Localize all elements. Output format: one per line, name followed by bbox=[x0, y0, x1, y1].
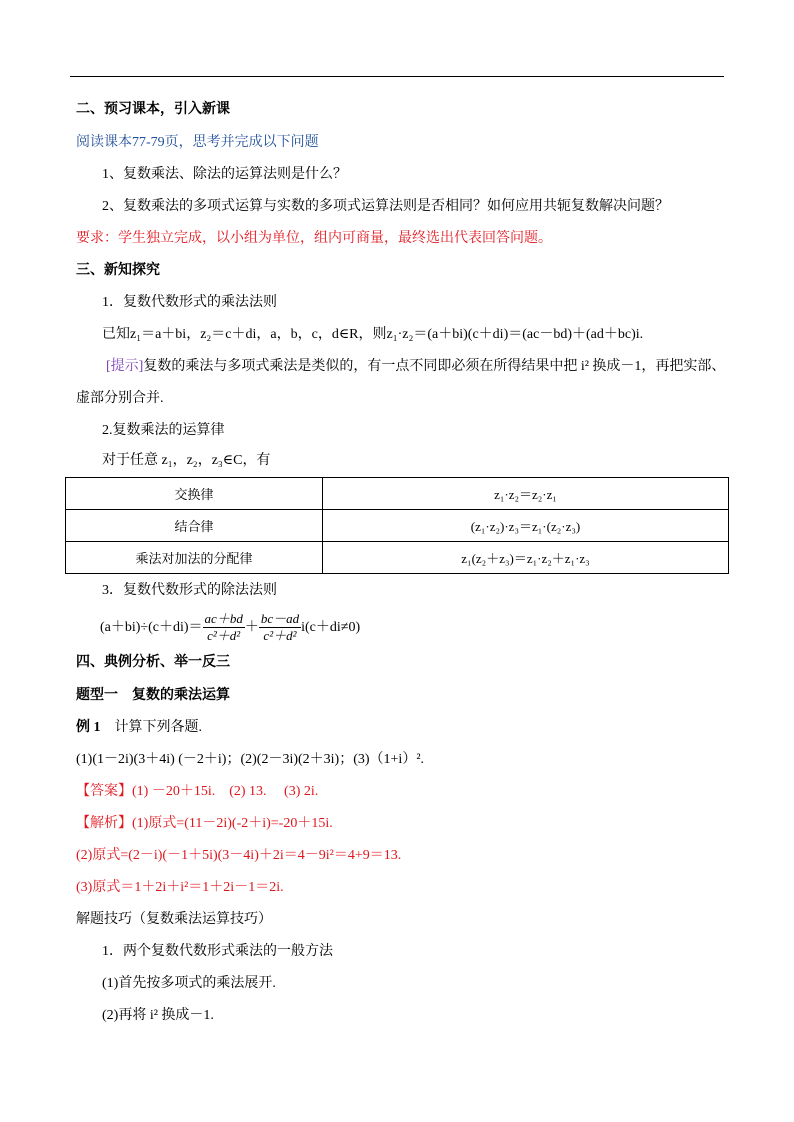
hint-tag: [提示] bbox=[106, 359, 144, 374]
fraction-denominator: c²＋d² bbox=[207, 628, 241, 644]
example-problems: (1)(1－2i)(3＋4i) (－2＋i)；(2)(2－3i)(2＋3i)；(3)（1+i）². bbox=[76, 752, 425, 767]
tip-1a: (1)首先按多项式的乘法展开. bbox=[102, 976, 276, 991]
tip-1: 1．两个复数代数形式乘法的一般方法 bbox=[102, 944, 333, 959]
example-label: 例 1 bbox=[76, 720, 101, 735]
table-row bbox=[66, 478, 729, 510]
hint-line-1 bbox=[106, 357, 725, 377]
hint-text: 复数的乘法与多项式乘法是类似的，有一点不同即必须在所得结果中把 i² 换成－1，再把实部、 bbox=[143, 359, 726, 374]
requirement: 要求：学生独立完成，以小组为单位，组内可商量，最终选出代表回答问题。 bbox=[76, 231, 552, 246]
law-formula: z₁·z₂＝z₂·z₁ bbox=[323, 478, 729, 510]
multiplication-laws-table bbox=[65, 477, 729, 574]
multiplication-formula: 已知z₁＝a＋bi，z₂＝c＋di，a，b，c，d∈R，则z₁·z₂＝(a＋bi)(c＋di)＝(ac－bd)＋(ad＋bc)i. bbox=[102, 327, 644, 342]
problem-type-1: 题型一 复数的乘法运算 bbox=[76, 688, 230, 703]
fraction-imag bbox=[259, 611, 301, 644]
question-2: 2、复数乘法的多项式运算与实数的多项式运算法则是否相同？如何应用共轭复数解决问题？ bbox=[102, 199, 669, 214]
law-name: 结合律 bbox=[66, 510, 323, 542]
table-row bbox=[66, 510, 729, 542]
division-rhs: i(c＋di≠0) bbox=[301, 620, 361, 635]
tip-1b: (2)再将 i² 换成－1. bbox=[102, 1008, 214, 1023]
analysis-1 bbox=[76, 814, 333, 834]
fraction-real bbox=[203, 611, 245, 644]
analysis-3: (3)原式＝1＋2i＋i²＝1＋2i－1＝2i. bbox=[76, 880, 284, 895]
division-formula bbox=[100, 608, 360, 648]
hint-line-2: 虚部分别合并. bbox=[76, 391, 164, 406]
division-rule-title: 3．复数代数形式的除法法则 bbox=[102, 583, 277, 598]
law-formula: (z₁·z₂)·z₃＝z₁·(z₂·z₃) bbox=[323, 510, 729, 542]
example-1 bbox=[76, 718, 202, 738]
read-task: 阅读课本77-79页，思考并完成以下问题 bbox=[76, 135, 319, 150]
law-name: 乘法对加法的分配律 bbox=[66, 542, 323, 574]
fraction-numerator: ac＋bd bbox=[204, 611, 243, 627]
answer-label: 【答案】 bbox=[76, 784, 132, 799]
section-2-heading: 二、预习课本，引入新课 bbox=[76, 102, 230, 117]
fraction-denominator: c²＋d² bbox=[263, 628, 297, 644]
answer bbox=[76, 782, 318, 802]
question-1: 1、复数乘法、除法的运算法则是什么？ bbox=[102, 167, 347, 182]
section-4-heading: 四、典例分析、举一反三 bbox=[76, 655, 230, 670]
example-text: 计算下列各题. bbox=[100, 720, 202, 735]
multiplication-laws-intro: 对于任意 z₁，z₂，z₃∈C，有 bbox=[102, 453, 271, 468]
analysis-text: (1)原式=(11－2i)(-2＋i)=-20＋15i. bbox=[132, 816, 333, 831]
multiplication-rule-title: 1．复数代数形式的乘法法则 bbox=[102, 295, 277, 310]
plus-sign: ＋ bbox=[244, 620, 259, 635]
header-rule bbox=[70, 76, 724, 77]
division-lhs: (a＋bi)÷(c＋di)＝ bbox=[100, 620, 203, 635]
tips-title: 解题技巧（复数乘法运算技巧） bbox=[76, 912, 272, 927]
analysis-label: 【解析】 bbox=[76, 816, 132, 831]
answer-text: (1) －20＋15i. (2) 13. (3) 2i. bbox=[132, 784, 319, 799]
fraction-numerator: bc－ad bbox=[260, 611, 300, 627]
analysis-2: (2)原式=(2－i)(－1＋5i)(3－4i)＋2i＝4－9i²＝4+9＝13. bbox=[76, 848, 402, 863]
multiplication-laws-title: 2.复数乘法的运算律 bbox=[102, 423, 225, 438]
section-3-heading: 三、新知探究 bbox=[76, 263, 160, 278]
law-name: 交换律 bbox=[66, 478, 323, 510]
table-row bbox=[66, 542, 729, 574]
law-formula: z₁(z₂＋z₃)＝z₁·z₂＋z₁·z₃ bbox=[323, 542, 729, 574]
